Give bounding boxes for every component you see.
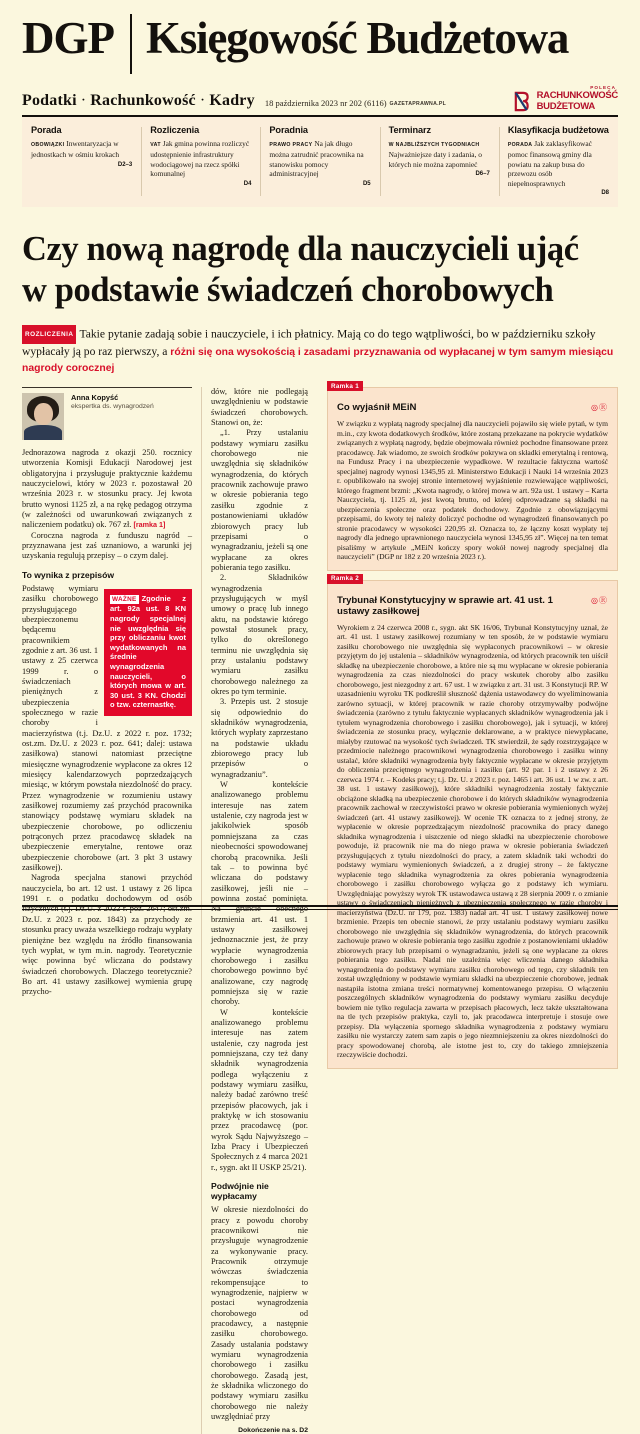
article-lede — [22, 325, 618, 376]
author-role: ekspertka ds. wynagrodzeń — [71, 403, 154, 411]
promo-text: Najważniejsze daty i zadania, o których nie można zapomnieć — [388, 150, 482, 169]
column-right — [317, 382, 618, 1434]
article-headline — [22, 229, 618, 311]
headline-line-2: w podstawie świadczeń chorobowych — [22, 271, 554, 310]
info-box-ramka-1 — [327, 382, 618, 571]
author-avatar — [22, 393, 64, 440]
promo-text: Jak gmina powinna rozliczyć udostępnienie infrastruktury wodociągowej na rzecz spółki komunalnej — [150, 139, 250, 179]
promo-item-rozliczenia[interactable] — [141, 125, 260, 198]
promo-text: Na jak długo można zatrudnić pracownika na stanowisku pomocy administracyjnej — [269, 139, 364, 179]
paragraph — [22, 584, 192, 874]
wazne-tag: WAŻNE — [112, 595, 137, 603]
info-box-ramka-2 — [327, 575, 618, 1069]
issue-info — [265, 98, 446, 110]
box-heading: Co wyjaśnił MEiN — [337, 402, 417, 414]
promo-heading: Terminarz — [388, 125, 431, 135]
paragraph: W okresie niezdolności do pracy z powodu choroby pracownikowi nie przysługuje wynagrodzenie za wykonywanie pracy. Pracownik otrzymuje wówczas świadczenia rekompensujące to wynagrodzenie, najpierw w postaci wynagrodzenia chorobowego od pracodawcy, a następnie zasiłku chorobowego. Zasady ustalania podstawy wymiaru wynagrodzenia chorobowego i zasiłku chorobowego. Zasadą jest, że składnika wliczonego do podstawy wymiaru zasiłku chorobowego nie należy uwzględniać przy — [211, 1205, 308, 1422]
rb-logo-icon — [514, 91, 534, 112]
promo-kicker: PORADA — [507, 142, 533, 148]
paragraph: Nagroda specjalna stanowi przychód nauczyciela, bo art. 12 ust. 1 ustawy z 26 lipca 1991 r. o podatku dochodowym od osób fizycznych (t.j. Dz.U. z 2022 r. poz. 2647; ost.zm. Dz.U. z 2023 r. poz. 1843) za przychody ze stosunku pracy uważa wszelkiego rodzaju wypłaty pieniężne bez względu na źródło finansowania tych wypłat, w tym m.in. nagrody. Teoretycznie więc powinna być wliczana do podstawy świadczeń chorobowych. Dlaczego teoretycznie? Bo art. 41 ustawy zasiłkowej wymienia grupę przycho- — [22, 873, 192, 997]
column-middle — [201, 387, 317, 1434]
promo-page: D6–7 — [475, 171, 490, 178]
promo-body — [269, 139, 370, 189]
masthead-subbar — [22, 80, 618, 110]
article-body-grid — [22, 382, 618, 1434]
wazne-text: Zgodnie z art. 92a ust. 8 KN nagrody specjalnej nie uwzględnia się przy obliczaniu kwot wydatkowanych na średnie wynagrodzenia nauczycieli, o których mowa w art. 30 ust. 3 KN. Chodzi o tzw. czternastkę. — [110, 593, 186, 710]
promo-heading: Porada — [31, 125, 62, 135]
headline-line-1: Czy nową nagrodę dla nauczycieli ująć — [22, 230, 579, 269]
promo-heading: Rozliczenia — [150, 125, 200, 135]
subheading: Podwójnie nie wypłacamy — [211, 1181, 269, 1202]
partner-brand — [514, 85, 618, 112]
copyright-icon: ◎Ⓡ — [591, 403, 608, 413]
promo-heading: Klasyfikacja budżetowa — [507, 125, 609, 135]
paragraph — [22, 448, 192, 531]
promo-item-poradnia[interactable] — [260, 125, 379, 198]
promo-page: D2–3 — [117, 161, 133, 168]
box-tag: Ramka 1 — [327, 381, 363, 391]
promo-item-klasyfikacja[interactable] — [499, 125, 618, 198]
promo-item-porada[interactable] — [22, 125, 141, 198]
lede-highlight: różni się ona wysokością i zasadami przyznawania od wypłacanej w tym samym miesiącu nagrody corocznej — [22, 346, 614, 374]
promo-text: Jak zaklasyfikować pomoc finansową gminy dla powiatu na zakup busa do przewozu osób niepełnosprawnych — [507, 139, 592, 188]
paragraph: W kontekście analizowanego problemu interesuje nas zatem ustalenie, czy nagroda jest w jakikolwiek sposób pomniejszana za czas nieobecności spowodowanej chorobą pracownika. Jeśli tak – to powinna być wliczana do podstawy zasiłkowej, jeśli nie – powinna zostać pominięta. Na gruncie obecnego brzmienia art. 41 ust. 1 ustawy zasiłkowej jednoznacznie jest, że przy wypłacie wynagrodzenia chorobowego i zasiłku chorobowego powinno być analizowane, czy nagrodę pomniejsza się w razie choroby. — [211, 780, 308, 1007]
lede-plain: Takie pytanie zadają sobie i nauczyciele, i ich płatnicy. Mają co do tego wątpliwości, bo w październiku szkoły wypłacały ją po raz pierwszy, a — [22, 327, 596, 358]
subheading: To wynika z przepisów — [22, 569, 115, 580]
promo-kicker: W NAJBLIŻSZYCH TYGODNIACH — [388, 142, 480, 148]
masthead — [22, 0, 618, 74]
paragraph: dów, które nie podlegają uwzględnieniu w podstawie świadczeń chorobowych. Stanowi on, że: — [211, 387, 308, 428]
section-rachunkowosc[interactable]: Rachunkowość — [90, 92, 196, 109]
section-separator-2: · — [199, 92, 206, 109]
promo-kicker: PRAWO PRACY — [269, 142, 313, 148]
masthead-brand: DGP — [22, 13, 114, 63]
promo-strip — [22, 117, 618, 207]
box-heading: Trybunał Konstytucyjny w sprawie art. 41 ust. 1 ustawy zasiłkowej — [337, 594, 553, 617]
section-list — [22, 92, 255, 110]
partner-brand-line2: BUDŻETOWA — [536, 100, 595, 112]
promo-item-terminarz[interactable] — [380, 125, 499, 198]
promo-page: D8 — [601, 190, 610, 197]
box-text: W związku z wypłatą nagrody specjalnej dla nauczycieli pojawiło się wiele pytań, w tym m.in., czy kwota dodatkowych środków, które zostaną przekazane na pokrycie wydatków związanych z wypłatą nagrody, będzie obejmowała również pochodne finansowane przez pracodawcę. Jak wiadomo, ze swoich środków pokrywa on składki emerytalną i rentową, na Fundusz Pracy i na ubezpieczenie wypadkowe. W rezultacie faktyczna wartość specjalnej nagrody wynosi 1345,95 zł. Ministerstwo Edukacji i Nauki 14 września 2023 r. opublikowało na swojej stronie internetowej wyjaśnienie rozwiewające wątpliwości, którego fragment brzmi: „Kwota nagrody, o której mowa w art. 92a ust. 1 ustawy – Karta Nauczyciela, tj. 1125 zł, jest kwotą brutto, od której odprowadzane są składki na ubezpieczenia społeczne oraz podatek dochodowy. Zgodnie z obowiązującymi przepisami, do kwoty tej należy doliczyć pochodne od wynagrodzeń finansowanych po stronie pracodawcy w wysokości 220,95 zł. Oznacza to, że łączny koszt wypłaty tej nagrody dla jednego uprawnionego nauczyciela wynosi 1345,95 zł”. Więcej na ten temat pisaliśmy w artykule „MEiN kończy spory wokół nowej nagrody specjalnej dla nauczycieli” (DGP nr 182 z 20 września 2023 r.). — [337, 419, 608, 562]
footer-rule-thin — [22, 909, 618, 910]
promo-page: D4 — [243, 180, 252, 187]
issue-date-number: 18 października 2023 nr 202 (6116) — [264, 98, 387, 108]
cross-reference-ramka1[interactable]: [ramka 1] — [133, 520, 166, 530]
promo-heading: Poradnia — [269, 125, 308, 135]
section-separator-1: · — [80, 92, 87, 109]
promo-kicker: VAT — [150, 142, 161, 148]
box-tag: Ramka 2 — [327, 574, 363, 584]
promo-page: D5 — [362, 180, 371, 187]
copyright-icon: ◎Ⓡ — [591, 595, 608, 605]
wazne-callout-box — [104, 589, 192, 716]
box-text: Wyrokiem z 24 czerwca 2008 r., sygn. akt SK 16/06, Trybunał Konstytucyjny uznał, że art. 41 ust. 1 ustawy zasiłkowej rozumiany w ten sposób, że w podstawie wymiaru zasiłku chorobowego nie uwzględnia się wypłaconych pracownikowi – w okresie przyjętym do jej ustalenia – składników wynagrodzenia, od których pracownik ten uiścił składkę na ubezpieczenie chorobowe, a które nie są mu wypłacane w okresie pobierania wynagrodzenia za czas niezdolności do pracy wskutek choroby albo zasiłku chorobowego, jest niezgodny z art. 67 ust. 1 w związku z art. 31 ust. 3 Konstytucji RP. W uzasadnieniu wyroku TK podkreślił słuszność dążenia ustawodawcy do wyeliminowania zarówno sytuacji, w której pracownik w razie choroby otrzymywałby podwójne świadczenia (zarówno z tytułu faktycznie wypłacanych składników wynagrodzenia jak i tytułem wynagrodzenia chorobowego i zasiłku chorobowego), jak i sytuacji, w której świadczenia ze stosunku pracy, wyłącznie deklarowane, a w praktyce niewypłacane, miałyby rzutować na wysokość tych świadczeń. TK stwierdził, że sądy rozstrzygające w przedmiocie należnego pracownikowi wynagrodzenia chorobowego i zasiłku winny ustalać, które składniki wynagrodzenia były faktycznie wypłacane w okresie przyjętym do obliczenia przeciętnego wynagrodzenia i zasiłku (art. 92 par. 1 i 2 ustawy z 26 czerwca 1974 r. – Kodeks pracy; t.j. Dz. U. z 2023 r. poz. 1465 i art. 36 ust. 1 w zw. z art. 38 ust. 1 ustawy zasiłkowej), które składniki wynagrodzenia zostały faktycznie obciążone składką na ubezpieczenie chorobowe i do których składników wynagrodzenia pracownik zachował w rzeczywistości prawo w okresie pobierania wymienionych wyżej świadczeń (art. 41 ustawy zasiłkowej). W ocenie TK oznacza to z jednej strony, że wypłacenie w okresie poprzedzającym niezdolność pracownika do pracy danego składnika wynagrodzenia i uiszczenie od niego składki na ubezpieczenie chorobowe powoduje, iż pracownik nie ma do niego prawa w okresie pobierania świadczeń przysługujących z tytułu niezdolności do pracy, a zatem składnik taki wchodzi do podstawy wymiaru wymienionych świadczeń, a z drugiej strony – że faktyczne wypłacenie tego składnika wynagrodzenia za okres pobierania wynagrodzenia chorobowego i zasiłku chorobowego wyłącza go z podstawy ich wymiaru. Uwzględniając powyższy wyrok TK ustawodawca ustawą z 28 sierpnia 2009 r. o zmianie ustawy o świadczeniach pieniężnych z ubezpieczenia społecznego w razie choroby i macierzyństwa (Dz.U. nr 179, poz. 1383) nadał art. 41 ust. 1 ustawy zasiłkowej nowe brzmienie. Przepis ten obecnie stanowi, że przy ustalaniu podstawy wymiaru zasiłku chorobowego nie uwzględnia się składników wynagrodzenia, do których pracownik zachowuje prawo w okresie pobierania tego zasiłku zgodnie z postanowieniami układów zbiorowych pracy lub przepisami o wynagradzaniu, jeżeli są one wypłacane za okres pobierania tego zasiłku. Nadal nie uzależnia więc wliczenia danego składnika wynagrodzenia do podstawy wymiaru zasiłku chorobowego od tego, czy składnik ten został uwzględniony w podstawie wymiaru składki na ubezpieczenie chorobowe, jednak nastąpiła istotna zmiana treści normatywnej komentowanego przepisu. O włączeniu poszczególnych składników wynagrodzenia do podstawy wymiaru zasiłku decyduje bowiem nie tylko regulacja zawarta w przepisach płacowych, lecz także ukształtowana na tle tych przepisów praktyka, czyli to, jak pracodawca interpretuje i stosuje owe przepisy. Dla wyłączenia spornego składnika wynagrodzenia z podstawy wymiaru zasiłku nie wystarczy zatem sam zapis o jego niezmniejszeniu za okres niezdolności do pracy spowodowanej chorobą, ale istotne jest to, czy do takiego zmniejszenia rzeczywiście dochodzi. — [337, 622, 608, 1060]
poleca-label: POLECA — [590, 85, 616, 90]
lede-kicker-badge: ROZLICZENIA — [22, 325, 76, 343]
partner-brand-line1: RACHUNKOWOŚĆ — [536, 90, 618, 102]
masthead-divider — [130, 14, 132, 74]
masthead-title: Księgowość Budżetowa — [146, 13, 569, 63]
author-byline — [22, 387, 192, 440]
promo-body — [31, 139, 132, 170]
footer-rule-thick — [22, 905, 618, 907]
paragraph-text: Podstawę wymiaru zasiłku chorobowego przysługującego ubezpieczonemu będącemu pracownikiem zgodnie z art. 36 ust. 1 ustawy z 25 czerwca 1999 r. o świadczeniach pieniężnych z ubezpieczenia społecznego w razie choroby i macierzyństwa (t.j. Dz.U. z 2022 r. poz. 1732; ost.zm. Dz.U. z 2023 r. poz. 641; dalej: ustawa zasiłkowa) stanowi natomiast przeciętne miesięczne wynagrodzenie wypłacone za okres 12 miesięcy kalendarzowych poprzedzających miesiąc, w którym powstała niezdolność do pracy. Przez wynagrodzenie w rozumieniu ustawy zasiłkowej rozumiemy zaś przychód pracownika stanowiący podstawę wymiaru składek na ubezpieczenie chorobowe, po odliczeniu potrąconych przez pracodawcę składek na ubezpieczenie emerytalne, rentowe oraz ubezpieczenie chorobowe (art. 3 pkt 3 ustawy zasiłkowej). — [22, 583, 192, 873]
promo-kicker: OBOWIĄZKI — [31, 142, 65, 148]
site-url[interactable]: GAZETAPRAWNA.PL — [389, 101, 447, 107]
promo-text: Inwentaryzacja w jednostkach w ośmiu krokach — [31, 139, 120, 160]
paragraph: Coroczna nagroda z funduszu nagród – przyznawana jest zaś uznaniowo, a warunki jej uzyskania regulują przepisy – o czym dalej. — [22, 530, 192, 561]
paragraph: 2. Składników wynagrodzenia przysługujących w myśl umowy o pracę lub innego aktu, na podstawie którego powstał stosunek pracy, tylko do określonego terminu nie uwzględnia się przy ustalaniu podstawy wymiaru zasiłku chorobowego należnego za okres po tym terminie. — [211, 573, 308, 697]
continuation-note: Dokończenie na s. D2 — [238, 1427, 308, 1434]
promo-body — [508, 139, 609, 198]
promo-body — [150, 139, 251, 189]
paragraph-text: Jednorazowa nagroda z okazji 250. rocznicy utworzenia Komisji Edukacji Narodowej jest obligatoryjna i przysługuje praktycznie każdemu nauczycielowi, który w 2023 r. pozostawał 20 września 2023 r. w stosunku pracy. Jej kwota brutto wynosi 1125 zł, a na rękę pedagog otrzyma (w zależności od uwarunkowań związanych z naliczeniem podatku) ok. 767 zł. — [22, 448, 192, 530]
paragraph: 3. Przepis ust. 2 stosuje się odpowiednio do składników wynagrodzenia, których wypłaty zaprzestano na podstawie układu zbiorowego pracy lub przepisów o wynagradzaniu”. — [211, 697, 308, 779]
section-kadry[interactable]: Kadry — [209, 92, 255, 109]
paragraph: W kontekście analizowanego problemu interesuje nas zatem ustalenie, czy nagroda jest pomniejszana, czy też dany składnik wynagrodzenia podlega wyłączeniu z podstawy wymiaru zasiłku, należy badać zarówno treść przepisów płacowych, jak i praktykę w ich stosowaniu przez pracodawcę (por. wyrok Sądu Najwyższego – Izba Pracy i Ubezpieczeń Społecznych z 4 marca 2021 r., sygn. akt II USKP 25/21). — [211, 1007, 308, 1172]
paragraph: „1. Przy ustalaniu podstawy wymiaru zasiłku chorobowego nie uwzględnia się składników wynagrodzenia, do których pracownik zachowuje prawo w okresie pobierania tego zasiłku zgodnie z postanowieniami układów zbiorowych pracy lub przepisami o wynagradzaniu, jeżeli są one wypłacane za okres pobierania tego zasiłku. — [211, 428, 308, 572]
column-left — [22, 387, 201, 1434]
promo-body — [389, 139, 490, 180]
partner-brand-name — [537, 91, 618, 112]
author-name: Anna Kopyść — [71, 393, 119, 403]
section-podatki[interactable]: Podatki — [22, 92, 77, 109]
